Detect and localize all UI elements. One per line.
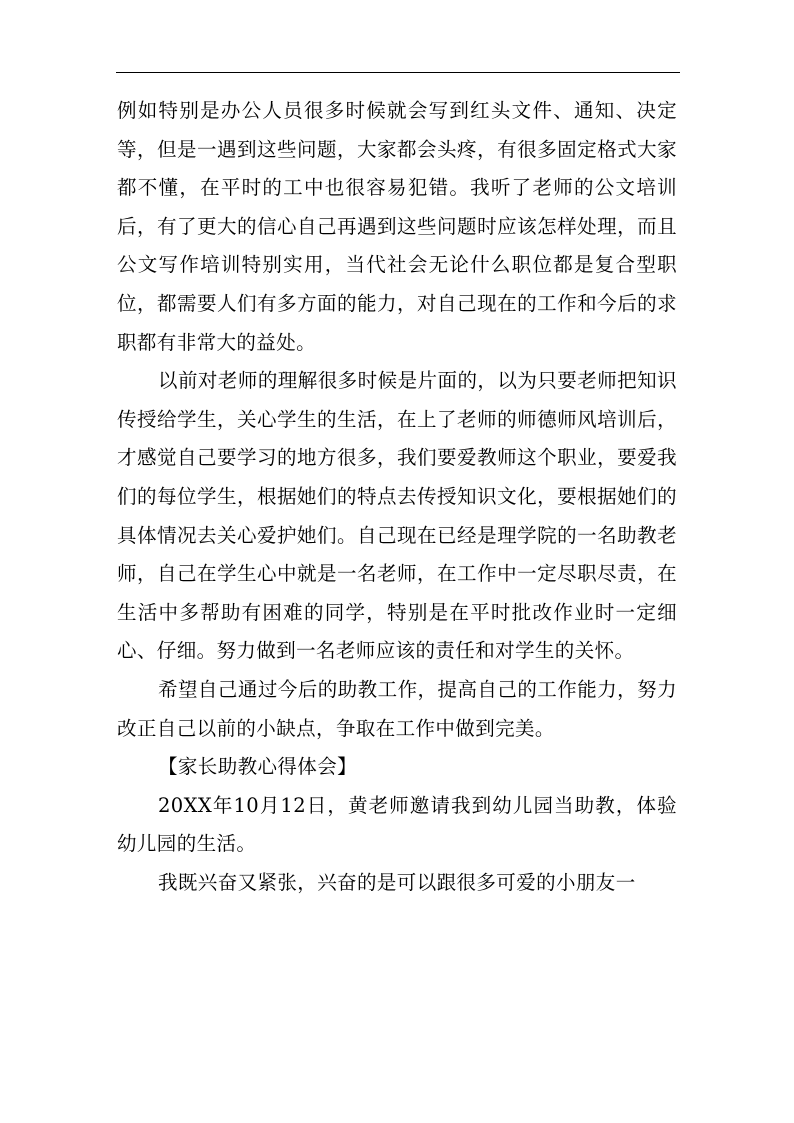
paragraph-understanding-teachers: 以前对老师的理解很多时候是片面的，以为只要老师把知识传授给学生，关心学生的生活，在上了老师的师德师风培训后，才感觉自己要学习的地方很多，我们要爱教师这个职业，要爱我们的每位学生，根据她们的特点去传授知识文化，要根据她们的具体情况去关心爱护她们。自己现在已经是理学院的一名助教老师，自己在学生心中就是一名老师，在工作中一定尽职尽责，在生活中多帮助有困难的同学，特别是在平时批改作业时一定细心、仔细。努力做到一名老师应该的责任和对学生的关怀。 [117, 369, 677, 663]
paragraph-excited-nervous: 我既兴奋又紧张，兴奋的是可以跟很多可爱的小朋友一 [158, 870, 636, 894]
section-heading-parent-assistant: 【家长助教心得体会】 [158, 755, 358, 779]
document-body [117, 92, 677, 902]
header-rule [116, 72, 680, 73]
paragraph-future-hopes: 希望自己通过今后的助教工作，提高自己的工作能力，努力改正自己以前的小缺点，争取在工作中做到完美。 [117, 677, 677, 740]
paragraph-invitation-date: 20XX年10月12日，黄老师邀请我到幼儿园当助教，体验幼儿园的生活。 [117, 793, 677, 856]
paragraph-office-documents: 例如特别是办公人员很多时候就会写到红头文件、通知、决定等，但是一遇到这些问题，大家都会头疼，有很多固定格式大家都不懂，在平时的工中也很容易犯错。我听了老师的公文培训后，有了更大的信心自己再遇到这些问题时应该怎样处理，而且公文写作培训特别实用，当代社会无论什么职位都是复合型职位，都需要人们有多方面的能力，对自己现在的工作和今后的求职都有非常大的益处。 [117, 99, 677, 354]
